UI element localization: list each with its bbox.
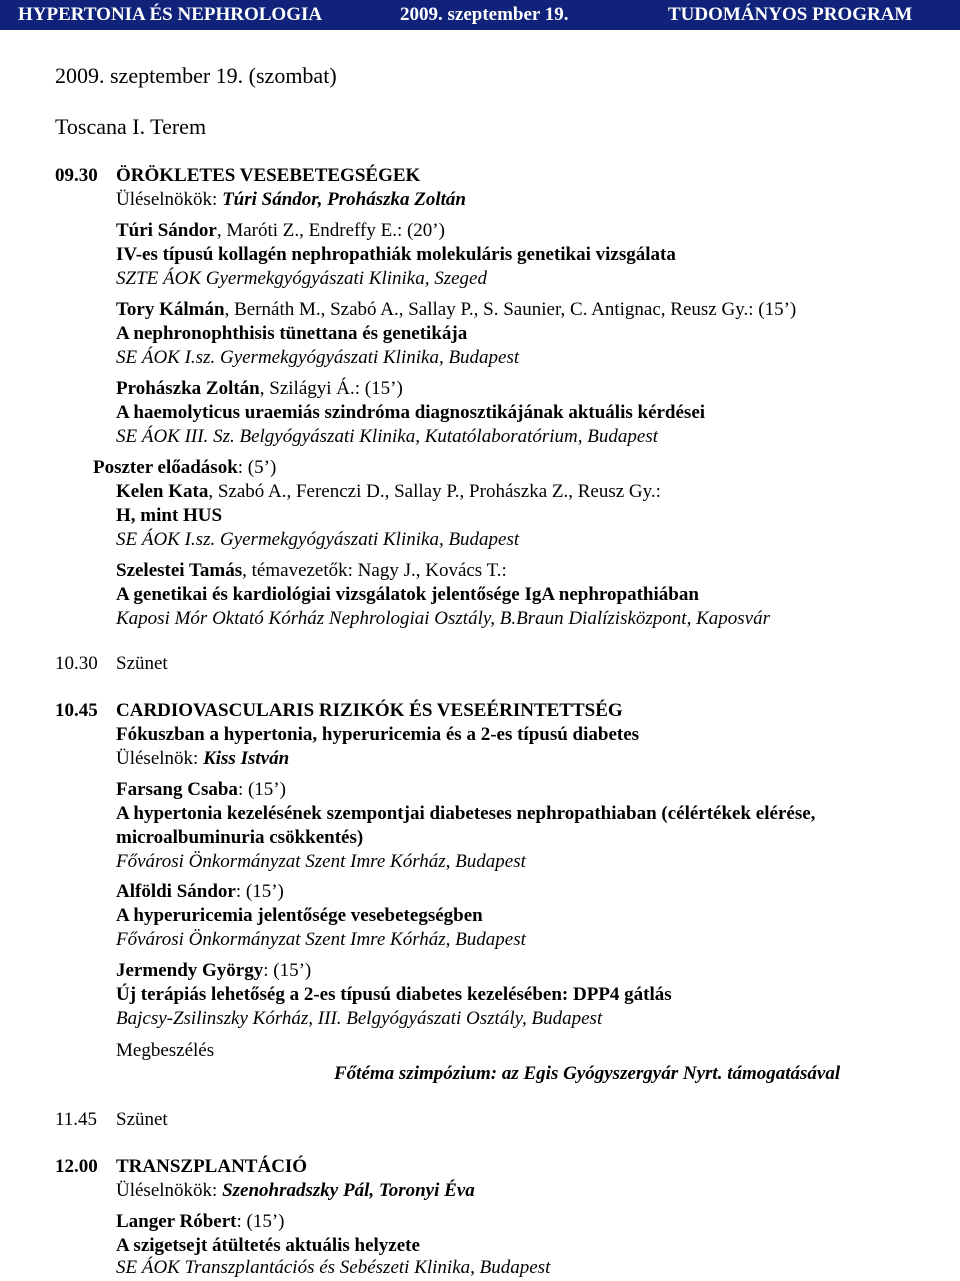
break-time: 10.30 [55,653,98,674]
talk-title: A hypertonia kezelésének szempontjai diabeteses nephropathiaban (célértékek elérése, [116,803,816,824]
header-date: 2009. szeptember 19. [400,4,569,25]
talk-institution: Fővárosi Önkormányzat Szent Imre Kórház, Budapest [116,929,526,950]
session-title: TRANSZPLANTÁCIÓ [116,1156,308,1177]
chairs-names: Túri Sándor, Prohászka Zoltán [222,189,466,210]
poster-title: H, mint HUS [116,505,223,526]
room-title: Toscana I. Terem [55,114,207,139]
coauthors: , Bernáth M., Szabó A., Sallay P., S. Saunier, C. Antignac, Reusz Gy.: (15’) [224,299,797,320]
talk-title: A haemolyticus uraemiás szindróma diagnosztikájának aktuális kérdései [116,402,706,423]
talk-title: Új terápiás lehetőség a 2-es típusú diabetes kezelésében: DPP4 gátlás [116,984,672,1005]
talk-title: IV-es típusú kollagén nephropathiák molekuláris genetikai vizsgálata [116,244,676,265]
presenter: Prohászka Zoltán [116,378,260,399]
discussion: Megbeszélés [116,1040,215,1061]
coauthors: : (15’) [237,779,286,800]
talk-authors [116,880,284,904]
session-subtitle: Fókuszban a hypertonia, hyperuricemia és a 2-es típusú diabetes [116,724,640,745]
session-time: 12.00 [55,1156,98,1177]
poster-title: A genetikai és kardiológiai vizsgálatok jelentősége IgA nephropathiában [116,584,699,605]
presenter: Szelestei Tamás [116,560,243,581]
chairs-label: Üléselnökök: [116,1180,218,1201]
presenter: Kelen Kata [116,481,209,502]
talk-authors [116,219,445,243]
sponsor-note: Főtéma szimpózium: az Egis Gyógyszergyár Nyrt. támogatásával [334,1063,841,1084]
talk-institution: SE ÁOK III. Sz. Belgyógyászati Klinika, Kutatólaboratórium, Budapest [116,426,658,447]
session-time: 10.45 [55,700,98,721]
session-time: 09.30 [55,165,98,186]
talk-authors [116,778,286,802]
day-title: 2009. szeptember 19. (szombat) [55,63,337,88]
poster-heading [93,456,276,480]
poster-duration: : (5’) [237,457,277,478]
talk-authors [116,377,403,401]
chairs-label: Üléselnökök: [116,189,218,210]
header-section: TUDOMÁNYOS PROGRAM [668,4,913,25]
break-time: 11.45 [55,1109,98,1130]
presenter: Farsang Csaba [116,779,238,800]
talk-authors [116,959,311,983]
presenter: Túri Sándor [116,220,217,241]
presenter: Tory Kálmán [116,299,225,320]
coauthors: , témavezetők: Nagy J., Kovács T.: [242,560,507,581]
coauthors: , Szilágyi Á.: (15’) [259,378,403,399]
poster-institution: Kaposi Mór Oktató Kórház Nephrologiai Osztály, B.Braun Dialízisközpont, Kaposvár [116,608,770,629]
talk-title: A hyperuricemia jelentősége vesebetegségben [116,905,483,926]
coauthors: : (15’) [263,960,312,981]
poster-institution: SE ÁOK I.sz. Gyermekgyógyászati Klinika, Budapest [116,529,520,550]
chairs-names: Szenohradszky Pál, Toronyi Éva [222,1180,475,1201]
session-title: CARDIOVASCULARIS RIZIKÓK ÉS VESEÉRINTETTSÉG [116,700,623,721]
break-label: Szünet [116,653,168,674]
poster-authors [116,480,661,504]
poster-authors [116,559,507,583]
chairs-names: Kiss István [203,748,290,769]
coauthors: : (15’) [235,881,284,902]
session-chairs [116,747,289,771]
poster-label: Poszter előadások [93,457,238,478]
talk-institution: SE ÁOK Transzplantációs és Sebészeti Klinika, Budapest [116,1257,551,1278]
break-label: Szünet [116,1109,168,1130]
coauthors: : (15’) [236,1211,285,1232]
talk-authors [116,298,796,322]
talk-title: A nephronophthisis tünettana és genetikája [116,323,468,344]
presenter: Alföldi Sándor [116,881,236,902]
page-header [0,0,960,30]
talk-authors [116,1210,285,1234]
coauthors: , Szabó A., Ferenczi D., Sallay P., Prohászka Z., Reusz Gy.: [208,481,661,502]
presenter: Langer Róbert [116,1211,237,1232]
journal-title: HYPERTONIA ÉS NEPHROLOGIA [18,4,323,25]
talk-institution: Bajcsy-Zsilinszky Kórház, III. Belgyógyászati Osztály, Budapest [116,1008,603,1029]
talk-title-cont: microalbuminuria csökkentés) [116,827,364,848]
session-chairs [116,188,466,212]
coauthors: , Maróti Z., Endreffy E.: (20’) [216,220,445,241]
presenter: Jermendy György [116,960,264,981]
talk-title: A szigetsejt átültetés aktuális helyzete [116,1235,420,1256]
talk-institution: SE ÁOK I.sz. Gyermekgyógyászati Klinika, Budapest [116,347,520,368]
talk-institution: Fővárosi Önkormányzat Szent Imre Kórház, Budapest [116,851,526,872]
talk-institution: SZTE ÁOK Gyermekgyógyászati Klinika, Szeged [116,268,487,289]
session-chairs [116,1179,475,1203]
chairs-label: Üléselnök: [116,748,199,769]
session-title: ÖRÖKLETES VESEBETEGSÉGEK [116,165,421,186]
